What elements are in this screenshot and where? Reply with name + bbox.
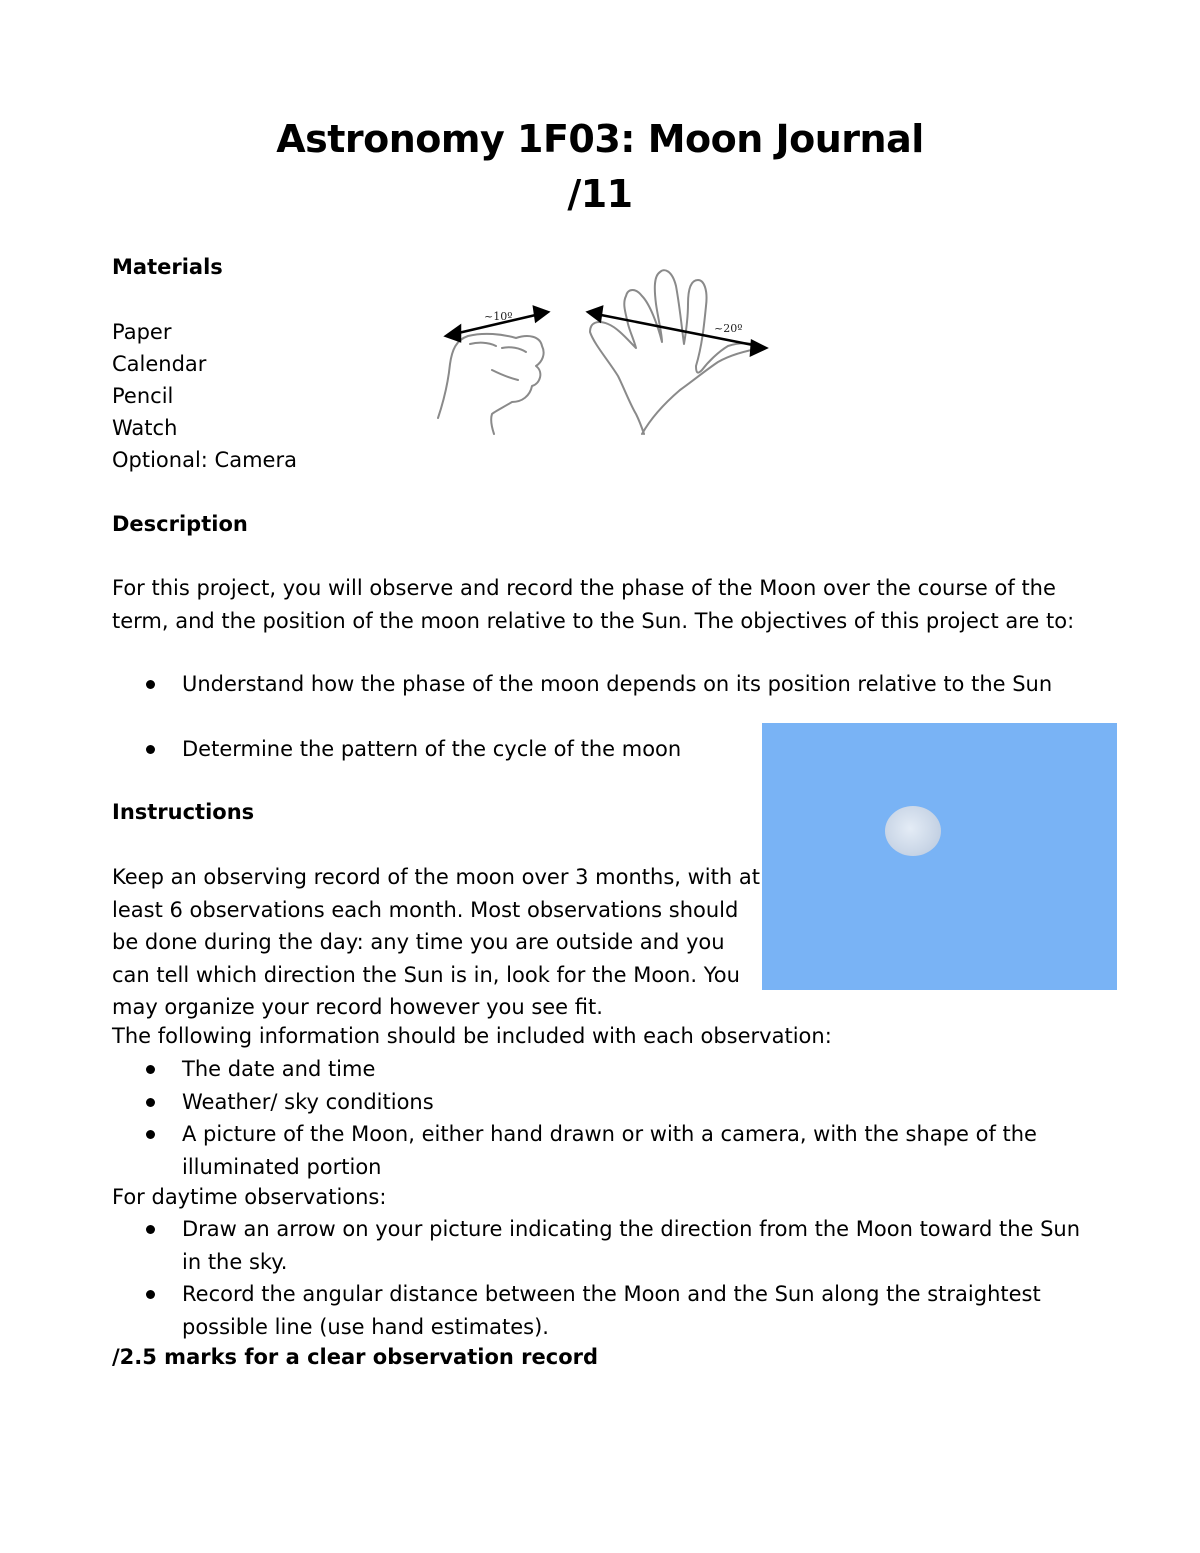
- material-item: Paper: [112, 320, 172, 344]
- daytime-intro: For daytime observations:: [112, 1185, 387, 1209]
- page-title: Astronomy 1F03: Moon Journal: [276, 117, 924, 161]
- included-item: The date and time: [182, 1057, 376, 1081]
- total-marks: /11: [567, 172, 633, 216]
- description-heading: Description: [112, 512, 248, 536]
- moon-in-photo: [885, 806, 941, 856]
- hand-measure-figure: [432, 262, 772, 438]
- daytime-item: Record the angular distance between the Moon and the Sun along the straightest possible line (use hand estimates).: [182, 1282, 1041, 1339]
- bullet-dot: [146, 680, 155, 689]
- material-item: Calendar: [112, 352, 207, 376]
- objective-item: Understand how the phase of the moon depends on its position relative to the Sun: [182, 672, 1053, 696]
- included-item: A picture of the Moon, either hand drawn or with a camera, with the shape of the illuminated portion: [182, 1122, 1037, 1179]
- objective-item: Determine the pattern of the cycle of the moon: [182, 737, 682, 761]
- fist-angle-label: ~10º: [484, 310, 513, 323]
- bullet-dot: [146, 745, 155, 754]
- included-item: Weather/ sky conditions: [182, 1090, 434, 1114]
- bullet-dot: [146, 1225, 155, 1234]
- description-text: For this project, you will observe and record the phase of the Moon over the course of the term, and the position of the moon relative to the Sun. The objectives of this project are to:: [112, 576, 1075, 633]
- instructions-heading: Instructions: [112, 800, 255, 824]
- marks-line: /2.5 marks for a clear observation record: [112, 1345, 599, 1369]
- bullet-dot: [146, 1065, 155, 1074]
- material-item: Watch: [112, 416, 178, 440]
- material-item: Pencil: [112, 384, 174, 408]
- material-item: Optional: Camera: [112, 448, 297, 472]
- instructions-text: Keep an observing record of the moon over 3 months, with at least 6 observations each month. Most observations should be done during the day: any time you are outside and you can tell which direction the Sun is in, look for the Moon. You may organize your record however you see fit.: [112, 865, 760, 1019]
- included-intro: The following information should be included with each observation:: [112, 1024, 832, 1048]
- daytime-moon-photo: [762, 723, 1117, 990]
- bullet-dot: [146, 1130, 155, 1139]
- daytime-item: Draw an arrow on your picture indicating the direction from the Moon toward the Sun in the sky.: [182, 1217, 1081, 1274]
- hand-angle-label: ~20º: [714, 322, 743, 335]
- open-hand-outline: [590, 270, 762, 434]
- fist-outline: [438, 334, 544, 434]
- materials-heading: Materials: [112, 255, 223, 279]
- bullet-dot: [146, 1098, 155, 1107]
- bullet-dot: [146, 1290, 155, 1299]
